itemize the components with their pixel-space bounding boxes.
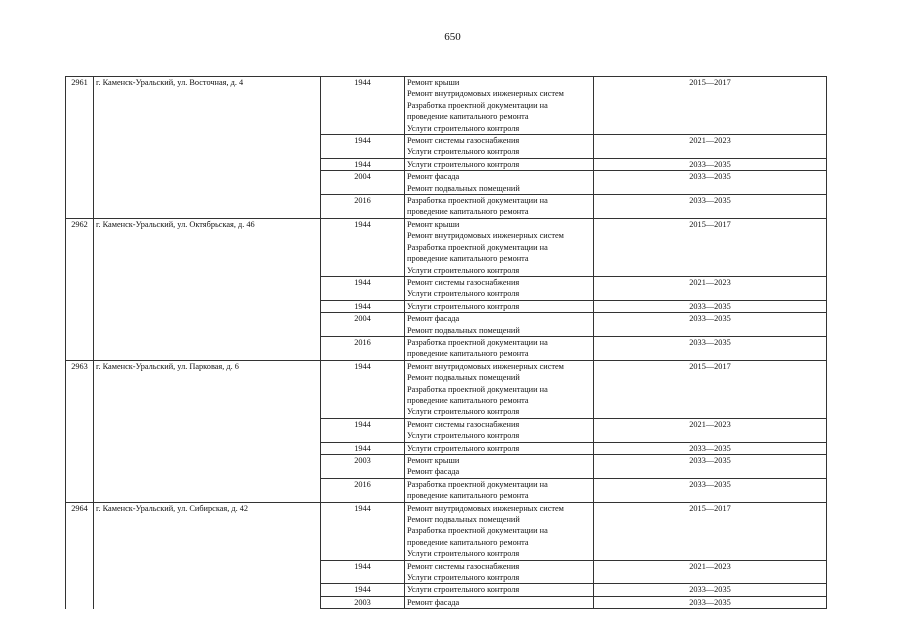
works-cell [405, 135, 594, 159]
work-item: Разработка проектной документации на [407, 384, 548, 394]
works-cell [405, 442, 594, 454]
period-cell: 2033—2035 [594, 455, 827, 479]
period-cell: 2021—2023 [594, 560, 827, 584]
work-item: Ремонт внутридомовых инженерных систем [407, 89, 564, 99]
address-cell: г. Каменск-Уральский, ул. Парковая, д. 6 [94, 360, 321, 502]
year-cell: 2004 [321, 171, 405, 195]
works-cell [405, 171, 594, 195]
table-row [66, 360, 827, 418]
page-number: 650 [444, 31, 461, 43]
work-item: Услуги строительного контроля [407, 585, 520, 595]
work-item: проведение капитального ремонта [407, 207, 529, 217]
row-number: 2964 [66, 502, 94, 609]
work-item: Ремонт внутридомовых инженерных систем [407, 361, 564, 371]
works-cell [405, 596, 594, 608]
work-item: Ремонт системы газоснабжения [407, 136, 520, 146]
work-item: Ремонт подвальных помещений [407, 183, 520, 193]
work-item: Ремонт крыши [407, 219, 460, 229]
work-item: Разработка проектной документации на [407, 526, 548, 536]
period-cell: 2033—2035 [594, 313, 827, 337]
period-cell: 2033—2035 [594, 195, 827, 219]
works-cell [405, 158, 594, 170]
period-cell: 2033—2035 [594, 584, 827, 596]
year-cell: 1944 [321, 418, 405, 442]
works-cell [405, 218, 594, 276]
year-cell: 1944 [321, 442, 405, 454]
work-item: Услуги строительного контроля [407, 573, 520, 583]
works-cell [405, 276, 594, 300]
works-cell [405, 195, 594, 219]
works-cell [405, 455, 594, 479]
work-item: Разработка проектной документации на [407, 479, 548, 489]
work-item: Услуги строительного контроля [407, 549, 520, 559]
works-cell [405, 77, 594, 135]
year-cell: 1944 [321, 584, 405, 596]
period-cell: 2021—2023 [594, 135, 827, 159]
period-cell: 2021—2023 [594, 276, 827, 300]
table-row [66, 218, 827, 276]
work-item: Услуги строительного контроля [407, 431, 520, 441]
work-item: Ремонт подвальных помещений [407, 325, 520, 335]
table-body [66, 77, 827, 609]
year-cell: 2016 [321, 478, 405, 502]
works-cell [405, 313, 594, 337]
work-item: Ремонт системы газоснабжения [407, 419, 520, 429]
works-cell [405, 300, 594, 312]
work-item: Ремонт фасада [407, 314, 460, 324]
year-cell: 1944 [321, 276, 405, 300]
year-cell: 2016 [321, 336, 405, 360]
year-cell: 1944 [321, 218, 405, 276]
period-cell: 2033—2035 [594, 171, 827, 195]
period-cell: 2033—2035 [594, 478, 827, 502]
capital-repair-table [65, 76, 827, 609]
period-cell: 2033—2035 [594, 596, 827, 608]
year-cell: 1944 [321, 360, 405, 418]
works-cell [405, 584, 594, 596]
year-cell: 2016 [321, 195, 405, 219]
work-item: Услуги строительного контроля [407, 159, 520, 169]
table-row [66, 77, 827, 135]
work-item: Ремонт фасада [407, 597, 460, 607]
work-item: Ремонт фасада [407, 172, 460, 182]
work-item: проведение капитального ремонта [407, 112, 529, 122]
work-item: Ремонт подвальных помещений [407, 373, 520, 383]
work-item: Услуги строительного контроля [407, 407, 520, 417]
work-item: проведение капитального ремонта [407, 349, 529, 359]
year-cell: 1944 [321, 300, 405, 312]
year-cell: 2003 [321, 455, 405, 479]
work-item: Разработка проектной документации на [407, 337, 548, 347]
address-cell: г. Каменск-Уральский, ул. Восточная, д. 4 [94, 77, 321, 219]
works-cell [405, 360, 594, 418]
year-cell: 2004 [321, 313, 405, 337]
row-number: 2961 [66, 77, 94, 219]
period-cell: 2033—2035 [594, 442, 827, 454]
table-row [66, 502, 827, 560]
period-cell: 2015—2017 [594, 218, 827, 276]
period-cell: 2033—2035 [594, 300, 827, 312]
year-cell: 1944 [321, 158, 405, 170]
works-cell [405, 478, 594, 502]
work-item: проведение капитального ремонта [407, 254, 529, 264]
work-item: Ремонт подвальных помещений [407, 515, 520, 525]
works-cell [405, 560, 594, 584]
works-cell [405, 418, 594, 442]
period-cell: 2033—2035 [594, 336, 827, 360]
work-item: Ремонт фасада [407, 467, 460, 477]
work-item: Ремонт внутридомовых инженерных систем [407, 231, 564, 241]
row-number: 2963 [66, 360, 94, 502]
work-item: Ремонт системы газоснабжения [407, 277, 520, 287]
year-cell: 1944 [321, 560, 405, 584]
work-item: Услуги строительного контроля [407, 443, 520, 453]
work-item: проведение капитального ремонта [407, 537, 529, 547]
work-item: Ремонт крыши [407, 456, 460, 465]
work-item: Разработка проектной документации на [407, 100, 548, 110]
work-item: Разработка проектной документации на [407, 242, 548, 252]
work-item: проведение капитального ремонта [407, 395, 529, 405]
address-cell: г. Каменск-Уральский, ул. Сибирская, д. 42 [94, 502, 321, 609]
year-cell: 2003 [321, 596, 405, 608]
work-item: Ремонт системы газоснабжения [407, 561, 520, 571]
period-cell: 2021—2023 [594, 418, 827, 442]
period-cell: 2015—2017 [594, 77, 827, 135]
work-item: Разработка проектной документации на [407, 196, 548, 206]
work-item: Услуги строительного контроля [407, 289, 520, 299]
period-cell: 2015—2017 [594, 502, 827, 560]
work-item: Услуги строительного контроля [407, 123, 520, 133]
works-cell [405, 502, 594, 560]
year-cell: 1944 [321, 77, 405, 135]
work-item: Услуги строительного контроля [407, 265, 520, 275]
year-cell: 1944 [321, 502, 405, 560]
work-item: Ремонт крыши [407, 78, 460, 87]
work-item: Услуги строительного контроля [407, 147, 520, 157]
period-cell: 2033—2035 [594, 158, 827, 170]
row-number: 2962 [66, 218, 94, 360]
work-item: Ремонт внутридомовых инженерных систем [407, 503, 564, 513]
period-cell: 2015—2017 [594, 360, 827, 418]
year-cell: 1944 [321, 135, 405, 159]
address-cell: г. Каменск-Уральский, ул. Октябрьская, д. 46 [94, 218, 321, 360]
works-cell [405, 336, 594, 360]
work-item: Услуги строительного контроля [407, 301, 520, 311]
work-item: проведение капитального ремонта [407, 491, 529, 501]
